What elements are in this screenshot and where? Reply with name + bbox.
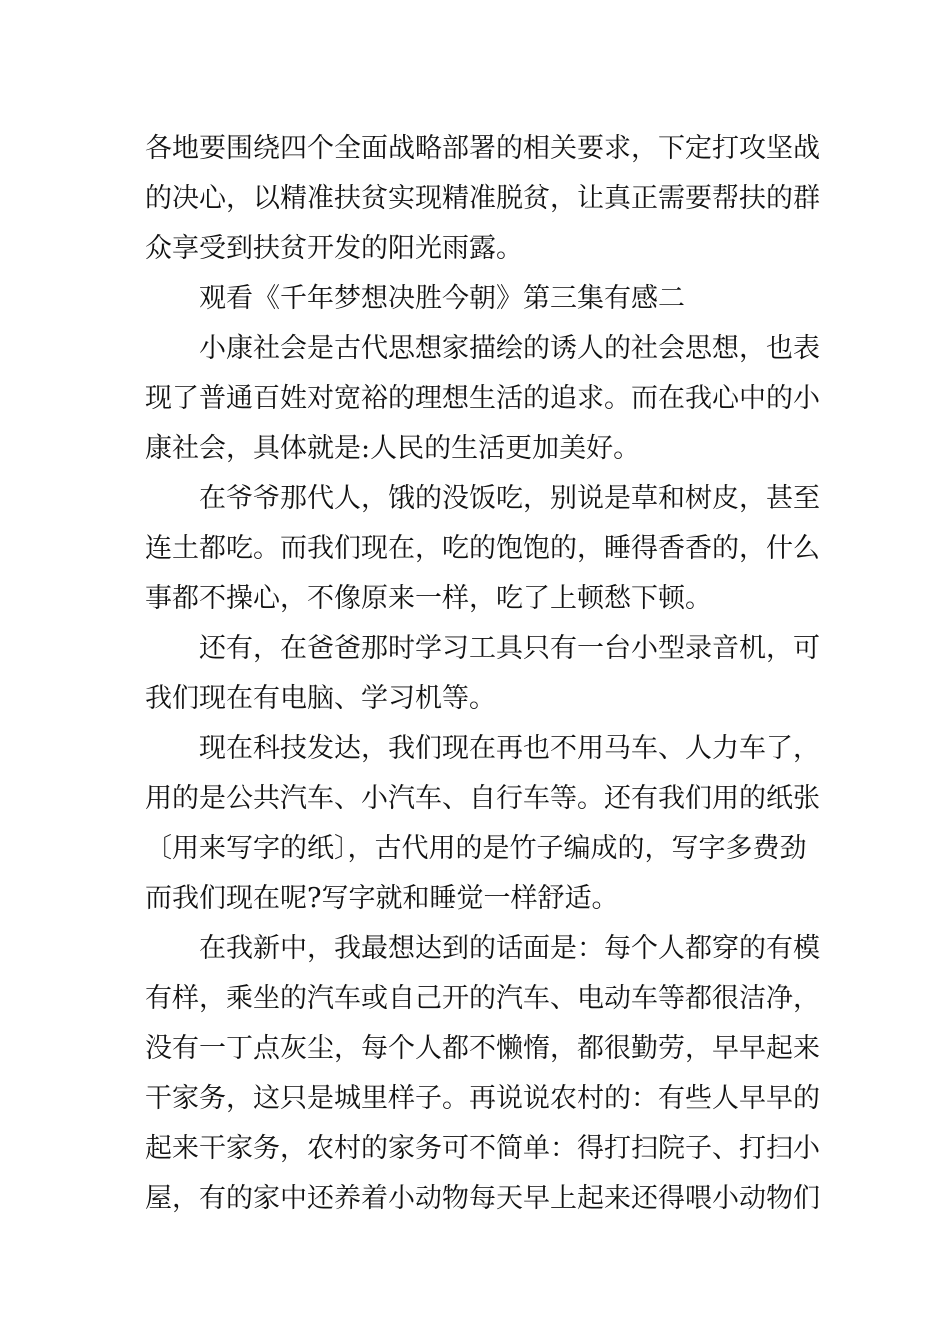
paragraph-3 (145, 324, 820, 474)
text-line: 现了普通百姓对宽裕的理想生活的追求。而在我心中的小 (145, 383, 820, 414)
text-line: 的决心，以精准扶贫实现精准脱贫，让真正需要帮扶的群 (145, 183, 820, 214)
text-line: 起来干家务，农村的家务可不简单：得打扫院子、打扫小 (145, 1133, 820, 1164)
text-line: 小康社会是古代思想家描绘的诱人的社会思想，也表 (199, 333, 820, 364)
text-line: 连土都吃。而我们现在，吃的饱饱的，睡得香香的，什么 (145, 533, 820, 564)
text-line: 有样，乘坐的汽车或自己开的汽车、电动车等都很洁净， (145, 983, 820, 1014)
section-heading (145, 274, 810, 324)
text-line: 在我新中，我最想达到的话面是：每个人都穿的有模 (199, 933, 820, 964)
heading-text: 观看《千年梦想决胜今朝》第三集有感二 (199, 283, 685, 314)
text-line: 用的是公共汽车、小汽车、自行车等。还有我们用的纸张 (145, 783, 820, 814)
text-line: 众享受到扶贫开发的阳光雨露。 (145, 233, 523, 264)
text-line: 没有一丁点灰尘，每个人都不懒惰，都很勤劳，早早起来 (145, 1033, 820, 1064)
text-line: 〔用来写字的纸〕，古代用的是竹子编成的，写字多费劲 (145, 833, 807, 864)
paragraph-4 (145, 474, 820, 624)
paragraph-7 (145, 924, 820, 1224)
text-line: 而我们现在呢?写字就和睡觉一样舒适。 (145, 883, 619, 914)
text-line: 还有，在爸爸那时学习工具只有一台小型录音机，可 (199, 633, 820, 664)
text-line: 干家务，这只是城里样子。再说说农村的：有些人早早的 (145, 1083, 820, 1114)
text-line: 现在科技发达，我们现在再也不用马车、人力车了， (199, 733, 820, 764)
paragraph-1 (145, 124, 820, 274)
text-line: 我们现在有电脑、学习机等。 (145, 683, 496, 714)
text-line: 事都不操心，不像原来一样，吃了上顿愁下顿。 (145, 583, 712, 614)
paragraph-5 (145, 624, 820, 724)
text-line: 在爷爷那代人，饿的没饭吃，别说是草和树皮，甚至 (199, 483, 820, 514)
text-line: 屋，有的家中还养着小动物每天早上起来还得喂小动物们 (145, 1183, 820, 1214)
paragraph-6 (145, 724, 820, 924)
document-body (145, 124, 820, 1224)
text-line: 各地要围绕四个全面战略部署的相关要求，下定打攻坚战 (145, 133, 820, 164)
text-line: 康社会，具体就是:人民的生活更加美好。 (145, 433, 641, 464)
